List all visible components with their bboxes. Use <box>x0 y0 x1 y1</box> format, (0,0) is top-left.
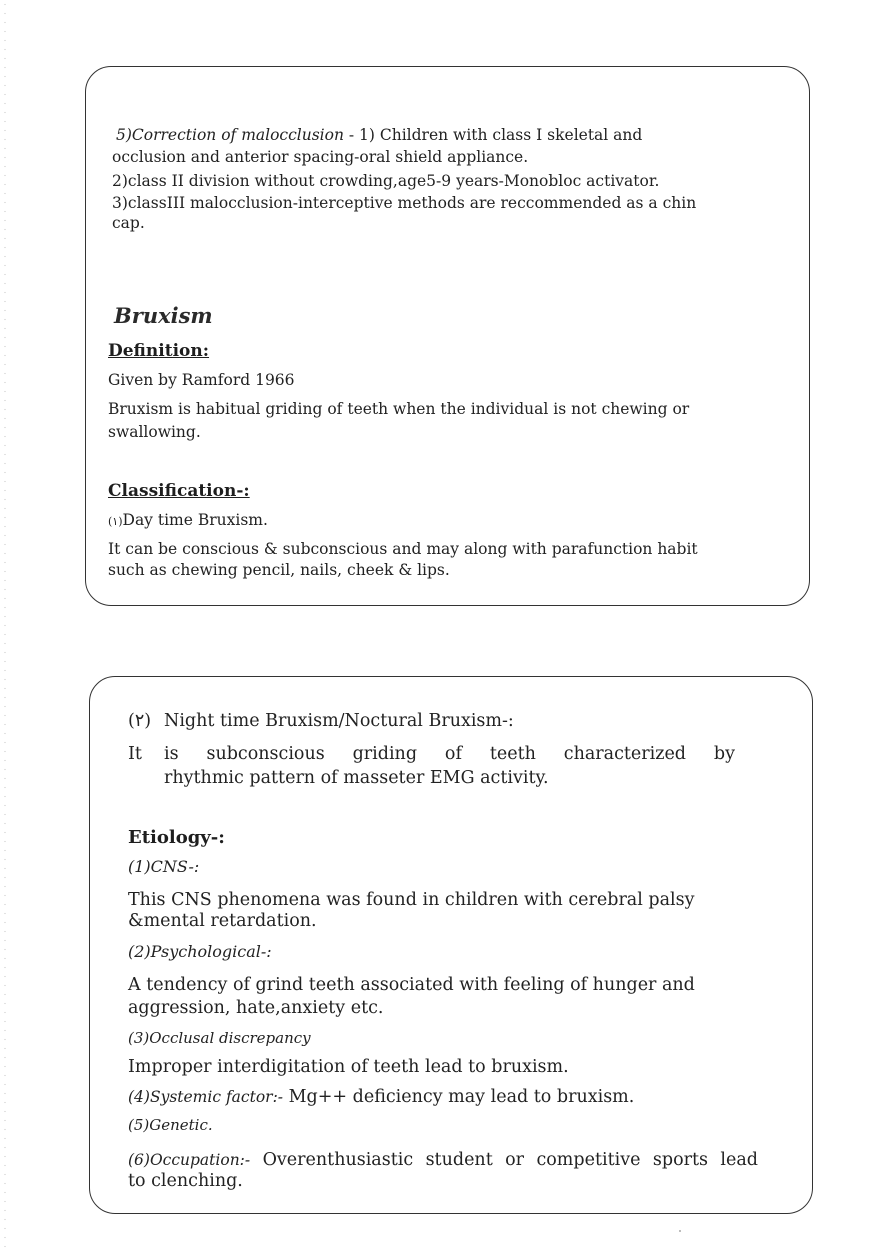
occupation-line-1 <box>128 1149 758 1171</box>
day-line-1: It can be conscious & subconscious and may along with parafunction habit <box>108 540 698 558</box>
occupation-label: (6)Occupation:- <box>128 1151 251 1169</box>
night-line-1: is subconscious griding of teeth characterized by <box>164 744 735 764</box>
cns-line-2: &mental retardation. <box>128 911 317 931</box>
correction-line-2: occlusion and anterior spacing-oral shield appliance. <box>112 148 529 166</box>
night-line-2: rhythmic pattern of masseter EMG activity. <box>164 768 549 788</box>
night-label: Night time Bruxism/Noctural Bruxism-: <box>164 711 514 731</box>
definition-line-2: swallowing. <box>108 423 201 441</box>
systemic-text: Mg++ deficiency may lead to bruxism. <box>288 1087 635 1107</box>
occupation-text: Overenthusiastic student or competitive sports lead <box>262 1150 758 1170</box>
correction-rest: - 1) Children with class I skeletal and <box>343 126 643 144</box>
occlusal-line: Improper interdigitation of teeth lead to bruxism. <box>128 1057 569 1077</box>
correction-line-3: 2)class II division without crowding,age5-9 years-Monobloc activator. <box>112 172 660 190</box>
definition-heading: Definition: <box>108 341 210 361</box>
psych-line-1: A tendency of grind teeth associated with feeling of hunger and <box>128 975 695 995</box>
classification-heading: Classification-: <box>108 481 250 501</box>
genetic-label: (5)Genetic. <box>128 1116 213 1134</box>
occlusal-label: (3)Occlusal discrepancy <box>128 1029 311 1047</box>
etiology-heading: Etiology-: <box>128 827 225 848</box>
systemic-factor <box>128 1086 634 1108</box>
definition-line-1: Bruxism is habitual griding of teeth when the individual is not chewing or <box>108 400 690 418</box>
correction-line-1 <box>116 124 642 146</box>
bruxism-title: Bruxism <box>114 303 213 328</box>
psych-label: (2)Psychological-: <box>128 942 272 961</box>
night-num: (٢) <box>128 711 152 731</box>
day-time-bruxism <box>108 509 268 533</box>
cns-line-1: This CNS phenomena was found in children with cerebral palsy <box>128 890 695 910</box>
correction-line-4: 3)classIII malocclusion-interceptive methods are reccommended as a chin <box>112 194 697 212</box>
correction-line-5: cap. <box>112 214 145 232</box>
day-num: (١) <box>108 515 123 528</box>
day-label: Day time Bruxism. <box>122 511 268 529</box>
correction-lead: 5)Correction of malocclusion <box>116 126 344 144</box>
psych-line-2: aggression, hate,anxiety etc. <box>128 998 384 1018</box>
scan-speck <box>679 1230 681 1232</box>
systemic-label: (4)Systemic factor:- <box>128 1088 284 1106</box>
scan-margin-dots <box>4 0 6 1254</box>
day-line-2: such as chewing pencil, nails, cheek & lips. <box>108 561 450 579</box>
cns-label: (1)CNS-: <box>128 857 200 876</box>
occupation-line-2: to clenching. <box>128 1171 243 1191</box>
definition-source: Given by Ramford 1966 <box>108 371 295 389</box>
night-it: It <box>128 744 142 764</box>
